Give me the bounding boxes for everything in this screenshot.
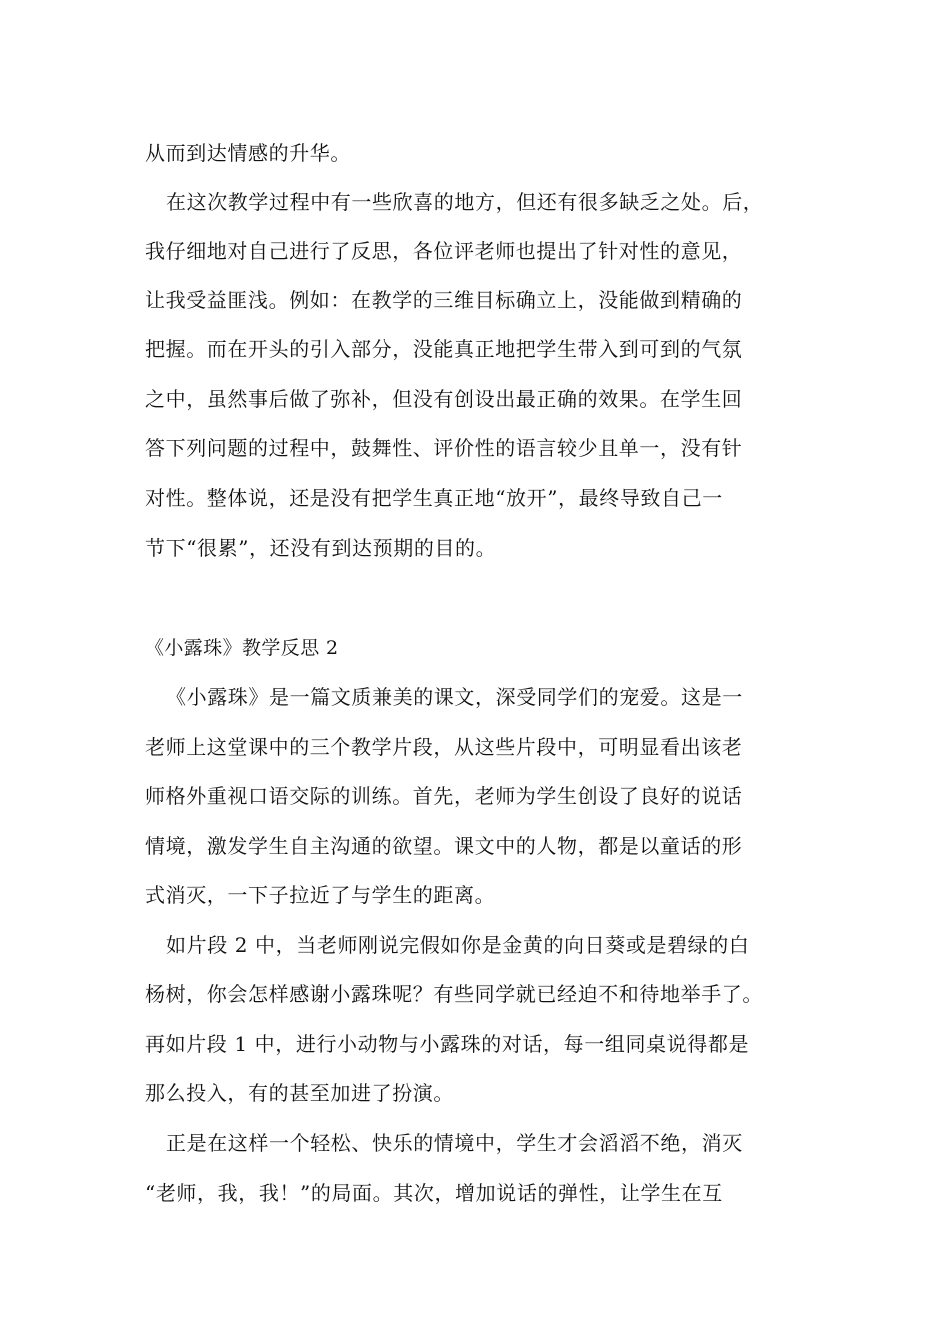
paragraph-line: 答下列问题的过程中，鼓舞性、评价性的语言较少且单一，没有针 xyxy=(145,436,743,460)
paragraph-line: 式消灭，一下子拉近了与学生的距离。 xyxy=(145,883,496,907)
paragraph-line: 如片段 2 中，当老师刚说完假如你是金黄的向日葵或是碧绿的白 xyxy=(166,933,750,957)
paragraph-line: 杨树，你会怎样感谢小露珠呢？有些同学就已经迫不和待地举手了。 xyxy=(145,982,763,1006)
paragraph-line: 从而到达情感的升华。 xyxy=(145,141,351,165)
paragraph-line: 之中，虽然事后做了弥补，但没有创设出最正确的效果。在学生回 xyxy=(145,387,743,411)
paragraph-line: 《小露珠》是一篇文质兼美的课文，深受同学们的宠爱。这是一 xyxy=(166,685,743,709)
paragraph-line: “老师，我，我！”的局面。其次，增加说话的弹性，让学生在互 xyxy=(145,1181,723,1205)
paragraph-line: 把握。而在开头的引入部分，没能真正地把学生带入到可到的气氛 xyxy=(145,337,743,361)
paragraph-line: 我仔细地对自己进行了反思，各位评老师也提出了针对性的意见， xyxy=(145,239,743,263)
paragraph-line: 在这次教学过程中有一些欣喜的地方，但还有很多缺乏之处。后， xyxy=(166,190,764,214)
paragraph-line: 让我受益匪浅。例如：在教学的三维目标确立上，没能做到精确的 xyxy=(145,288,743,312)
paragraph-line: 再如片段 1 中，进行小动物与小露珠的对话，每一组同桌说得都是 xyxy=(145,1032,750,1056)
paragraph-line: 老师上这堂课中的三个教学片段，从这些片段中，可明显看出该老 xyxy=(145,735,743,759)
paragraph-line: 正是在这样一个轻松、快乐的情境中，学生才会滔滔不绝，消灭 xyxy=(166,1131,743,1155)
paragraph-line: 师格外重视口语交际的训练。首先，老师为学生创设了良好的说话 xyxy=(145,784,743,808)
paragraph-line: 情境，激发学生自主沟通的欲望。课文中的人物，都是以童话的形 xyxy=(145,834,743,858)
paragraph-line: 对性。整体说，还是没有把学生真正地“放开”，最终导致自己一 xyxy=(145,486,723,510)
paragraph-line: 节下“很累”，还没有到达预期的目的。 xyxy=(145,536,497,560)
section-title: 《小露珠》教学反思 2 xyxy=(145,637,339,659)
paragraph-line: 那么投入，有的甚至加进了扮演。 xyxy=(145,1081,454,1105)
